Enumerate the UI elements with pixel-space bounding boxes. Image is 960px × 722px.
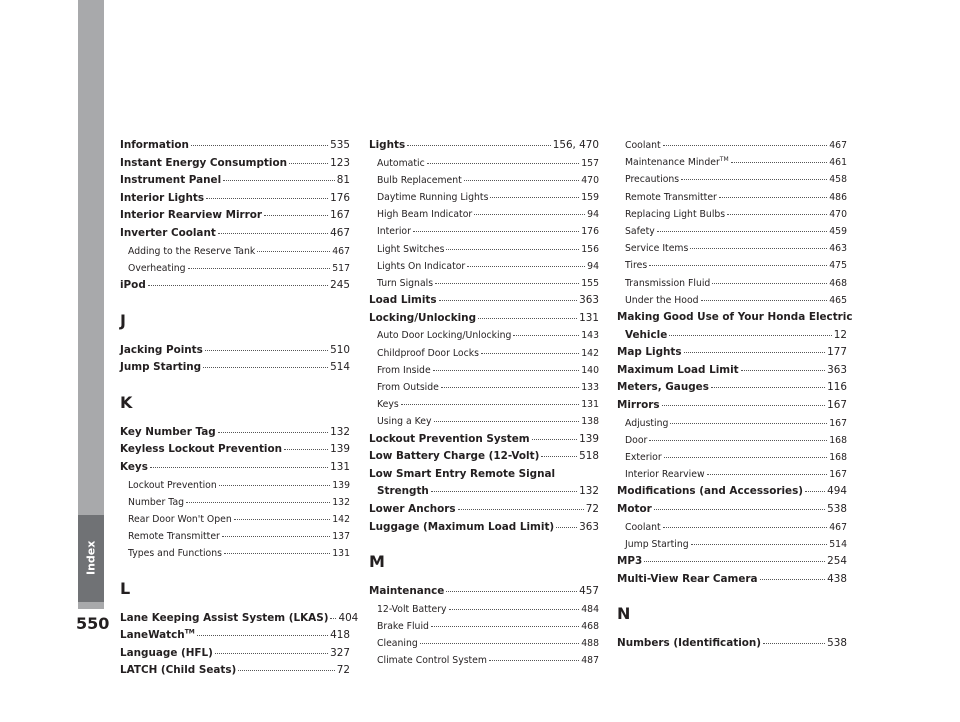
index-entry: Jump Starting 514	[120, 361, 350, 374]
index-entry: Locking/Unlocking 131	[369, 311, 599, 324]
index-entry: Information 535	[120, 139, 350, 151]
index-entry: Motor 538	[617, 503, 847, 515]
index-entry: Low Battery Charge (12-Volt) 518	[369, 450, 599, 463]
index-entry: Keys 131	[120, 460, 350, 473]
index-entry: Instant Energy Consumption 123	[120, 156, 350, 169]
index-subentry: Number Tag 132	[128, 496, 350, 508]
section-letter-k: K	[120, 392, 133, 412]
index-subentry: Remote Transmitter 486	[625, 191, 847, 203]
index-entry: Mirrors 167	[617, 399, 847, 411]
index-subentry: Interior 176	[377, 226, 599, 238]
index-entry-wrapped: Making Good Use of Your Honda Electric Vehicle 12	[617, 311, 853, 341]
index-subentry: Types and Functions 131	[128, 548, 350, 560]
index-entry: Language (HFL) 327	[120, 646, 350, 659]
index-subentry: From Inside 140	[377, 364, 599, 376]
index-subentry: Cleaning 488	[377, 638, 599, 650]
index-subentry: Overheating 517	[128, 262, 350, 274]
section-letter-m: M	[369, 552, 385, 572]
index-entry: Multi-View Rear Camera 438	[617, 572, 847, 585]
index-entry: Jacking Points 510	[120, 343, 350, 356]
index-subentry: Tires 475	[625, 260, 847, 272]
index-subentry: Maintenance Minder™ 461	[625, 156, 847, 169]
index-entry: Lockout Prevention System 139	[369, 432, 599, 445]
index-subentry: Precautions 458	[625, 174, 847, 186]
index-column-3	[617, 137, 853, 653]
index-entry: Instrument Panel 81	[120, 174, 350, 187]
index-subentry: Coolant 467	[625, 521, 847, 533]
index-subentry: Automatic 157	[377, 157, 599, 169]
index-entry: Modifications (and Accessories) 494	[617, 485, 847, 498]
index-subentry: Safety 459	[625, 226, 847, 238]
index-entry: Luggage (Maximum Load Limit) 363	[369, 520, 599, 533]
page-number: 550	[76, 614, 110, 633]
index-column-1	[120, 137, 359, 680]
index-subentry: Rear Door Won't Open 142	[128, 513, 350, 525]
index-subentry: Adjusting 167	[625, 417, 847, 429]
index-entry: Lower Anchors 72	[369, 503, 599, 515]
index-subentry: Service Items 463	[625, 243, 847, 255]
index-subentry: Coolant 467	[625, 140, 847, 151]
section-tab-label: Index	[84, 540, 98, 576]
index-entry: Lights 156, 470	[369, 139, 599, 151]
section-letter-j: J	[120, 310, 126, 330]
index-entry: MP3 254	[617, 555, 847, 567]
index-subentry: Climate Control System 487	[377, 655, 599, 667]
index-subentry: Replacing Light Bulbs 470	[625, 208, 847, 220]
section-letter-l: L	[120, 578, 131, 598]
index-entry: Inverter Coolant 467	[120, 226, 350, 239]
index-entry: LaneWatch™ 418	[120, 628, 350, 642]
index-subentry: Bulb Replacement 470	[377, 174, 599, 186]
index-subentry: Childproof Door Locks 142	[377, 347, 599, 359]
index-subentry: High Beam Indicator 94	[377, 209, 599, 221]
index-entry-wrapped: Low Smart Entry Remote Signal Strength 132	[369, 467, 599, 498]
index-subentry: Lights On Indicator 94	[377, 260, 599, 272]
index-entry: Interior Rearview Mirror 167	[120, 209, 350, 222]
index-subentry: Transmission Fluid 468	[625, 277, 847, 289]
index-subentry: Adding to the Reserve Tank 467	[128, 245, 350, 257]
index-entry: Map Lights 177	[617, 346, 847, 359]
index-column-2	[369, 137, 599, 670]
index-subentry: 12-Volt Battery 484	[377, 603, 599, 615]
index-entry: Load Limits 363	[369, 294, 599, 307]
index-entry: Numbers (Identification) 538	[617, 637, 847, 650]
index-subentry: Using a Key 138	[377, 416, 599, 428]
index-subentry: Auto Door Locking/Unlocking 143	[377, 330, 599, 342]
section-letter-n: N	[617, 604, 631, 624]
index-subentry: Turn Signals 155	[377, 278, 599, 290]
index-subentry: Remote Transmitter 137	[128, 531, 350, 543]
index-entry: LATCH (Child Seats) 72	[120, 664, 350, 677]
index-subentry: Jump Starting 514	[625, 538, 847, 550]
index-entry: Lane Keeping Assist System (LKAS) 404	[120, 611, 359, 624]
index-subentry: Exterior 168	[625, 452, 847, 463]
index-subentry: Brake Fluid 468	[377, 620, 599, 632]
index-entry: Keyless Lockout Prevention 139	[120, 443, 350, 456]
index-subentry: Interior Rearview 167	[625, 469, 847, 481]
index-subentry: Under the Hood 465	[625, 294, 847, 306]
index-entry: Maintenance 457	[369, 585, 599, 598]
index-subentry: Keys 131	[377, 399, 599, 411]
index-entry: iPod 245	[120, 278, 350, 291]
index-subentry: Daytime Running Lights 159	[377, 192, 599, 203]
index-entry: Key Number Tag 132	[120, 425, 350, 438]
index-entry: Meters, Gauges 116	[617, 381, 847, 394]
index-subentry: Light Switches 156	[377, 243, 599, 255]
index-subentry: Lockout Prevention 139	[128, 479, 350, 491]
index-subentry: From Outside 133	[377, 382, 599, 394]
index-subentry: Door 168	[625, 434, 847, 446]
index-entry: Interior Lights 176	[120, 191, 350, 204]
index-entry: Maximum Load Limit 363	[617, 363, 847, 376]
